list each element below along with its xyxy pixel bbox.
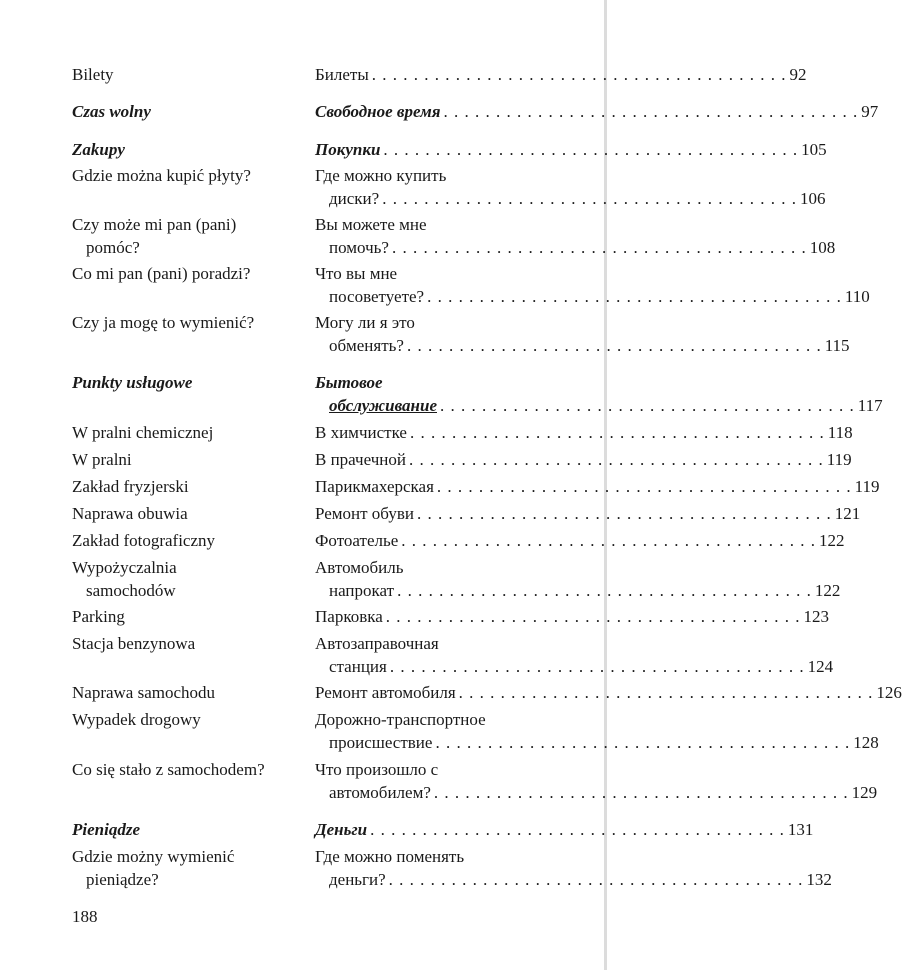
page-ref: 108 — [809, 237, 836, 257]
russian-title: Парковка . . . . . . . . . . . . . . . . . . . . . . . . . . . . . . . . . . . . . . . . 123 — [315, 606, 530, 629]
page-ref: 131 — [787, 820, 814, 839]
polish-title: Zakupy — [72, 140, 125, 159]
polish-title: Parking — [72, 607, 125, 626]
russian-title: Что вы мне посоветуете? . . . . . . . . . . . . . . . . . . . . . . . . . . . . . . . . . . . . . . . . 110 — [315, 263, 530, 308]
russian-title: Могу ли я это обменять? . . . . . . . . . . . . . . . . . . . . . . . . . . . . . . . . . . . . . . . . 115 — [315, 312, 530, 357]
page-ref: 97 — [861, 102, 879, 121]
dot-leader: . . . . . . . . . . . . . . . . . . . . . . . . . . . . . . . . . . . . . . . . — [409, 423, 825, 442]
polish-title: Bilety — [72, 65, 114, 84]
russian-title: Где можно купить диски? . . . . . . . . . . . . . . . . . . . . . . . . . . . . . . . . . . . . . . . . 106 — [315, 165, 530, 210]
page-ref: 132 — [806, 869, 832, 889]
russian-title: Покупки . . . . . . . . . . . . . . . . . . . . . . . . . . . . . . . . . . . . . . . . 105 — [315, 139, 530, 162]
page-number: 188 — [72, 907, 98, 926]
polish-title: W pralni — [72, 450, 132, 469]
polish-title: Wypożyczalnia samochodów — [72, 558, 177, 600]
dot-leader: . . . . . . . . . . . . . . . . . . . . . . . . . . . . . . . . . . . . . . . . — [416, 504, 832, 523]
polish-title: Wypadek drogowy — [72, 710, 201, 729]
page-ref: 128 — [853, 732, 879, 752]
dot-leader: . . . . . . . . . . . . . . . . . . . . . . . . . . . . . . . . . . . . . . . . — [408, 450, 824, 469]
russian-title: Свободное время . . . . . . . . . . . . . . . . . . . . . . . . . . . . . . . . . . . . . . . . 97 — [315, 101, 530, 124]
polish-title: Pieniądze — [72, 820, 140, 839]
polish-title: Zakład fotograficzny — [72, 531, 216, 550]
page-ref: 92 — [789, 65, 807, 84]
russian-title: Дорожно-транспортное происшествие . . . . . . . . . . . . . . . . . . . . . . . . . . . . . . . . . . . . . . . . 128 — [315, 709, 530, 754]
russian-title: Где можно поменять деньги? . . . . . . . . . . . . . . . . . . . . . . . . . . . . . . . . . . . . . . . . 132 — [315, 846, 530, 891]
page-ref: 110 — [844, 286, 870, 306]
polish-title: Co się stało z samochodem? — [72, 760, 265, 779]
polish-title: Gdzie możny wymienić pieniądze? — [72, 847, 235, 889]
dot-leader: . . . . . . . . . . . . . . . . . . . . . . . . . . . . . . . . . . . . . . . . — [443, 102, 859, 121]
page-ref: 126 — [876, 683, 902, 702]
dot-leader: . . . . . . . . . . . . . . . . . . . . . . . . . . . . . . . . . . . . . . . . — [371, 65, 787, 84]
page-ref: 123 — [803, 607, 830, 626]
dot-leader: . . . . . . . . . . . . . . . . . . . . . . . . . . . . . . . . . . . . . . . . — [391, 237, 807, 257]
dot-leader: . . . . . . . . . . . . . . . . . . . . . . . . . . . . . . . . . . . . . . . . — [388, 869, 804, 889]
dot-leader: . . . . . . . . . . . . . . . . . . . . . . . . . . . . . . . . . . . . . . . . — [383, 140, 799, 159]
polish-title: Czy może mi pan (pani) pomóc? — [72, 215, 237, 257]
polish-title: Naprawa obuwia — [72, 504, 188, 523]
dot-leader: . . . . . . . . . . . . . . . . . . . . . . . . . . . . . . . . . . . . . . . . — [389, 656, 805, 676]
russian-title: Бытовое обслуживание . . . . . . . . . . . . . . . . . . . . . . . . . . . . . . . . . . . . . . . . 117 — [315, 372, 530, 417]
dot-leader: . . . . . . . . . . . . . . . . . . . . . . . . . . . . . . . . . . . . . . . . — [440, 395, 855, 415]
page-ref: 122 — [819, 531, 845, 550]
russian-title: Автозаправочная станция . . . . . . . . . . . . . . . . . . . . . . . . . . . . . . . . . . . . . . . . 124 — [315, 633, 530, 678]
dot-leader: . . . . . . . . . . . . . . . . . . . . . . . . . . . . . . . . . . . . . . . . — [436, 477, 852, 496]
russian-title: Вы можете мне помочь? . . . . . . . . . . . . . . . . . . . . . . . . . . . . . . . . . . . . . . . . 108 — [315, 214, 530, 259]
dot-leader: . . . . . . . . . . . . . . . . . . . . . . . . . . . . . . . . . . . . . . . . — [382, 188, 797, 208]
dot-leader: . . . . . . . . . . . . . . . . . . . . . . . . . . . . . . . . . . . . . . . . — [370, 820, 785, 839]
dot-leader: . . . . . . . . . . . . . . . . . . . . . . . . . . . . . . . . . . . . . . . . — [435, 732, 851, 752]
russian-title: Билеты . . . . . . . . . . . . . . . . . . . . . . . . . . . . . . . . . . . . . . . . 92 — [315, 64, 530, 87]
polish-title: Gdzie można kupić płyty? — [72, 166, 251, 185]
page-ref: 117 — [857, 395, 883, 415]
polish-title: Naprawa samochodu — [72, 683, 216, 702]
polish-title: Co mi pan (pani) poradzi? — [72, 264, 251, 283]
polish-title: Zakład fryzjerski — [72, 477, 189, 496]
page-ref: 119 — [826, 450, 852, 469]
dot-leader: . . . . . . . . . . . . . . . . . . . . . . . . . . . . . . . . . . . . . . . . — [427, 286, 842, 306]
russian-title: Что произошло с автомобилем? . . . . . . . . . . . . . . . . . . . . . . . . . . . . . . . . . . . . . . . . 129 — [315, 759, 530, 804]
page-ref: 106 — [799, 188, 826, 208]
polish-title: Punkty usługowe — [72, 373, 193, 392]
dot-leader: . . . . . . . . . . . . . . . . . . . . . . . . . . . . . . . . . . . . . . . . — [397, 580, 812, 600]
dot-leader: . . . . . . . . . . . . . . . . . . . . . . . . . . . . . . . . . . . . . . . . — [406, 335, 822, 355]
dot-leader: . . . . . . . . . . . . . . . . . . . . . . . . . . . . . . . . . . . . . . . . — [433, 782, 849, 802]
russian-title: Автомобиль напрокат . . . . . . . . . . . . . . . . . . . . . . . . . . . . . . . . . . . . . . . . 122 — [315, 557, 530, 602]
page-ref: 118 — [827, 423, 853, 442]
page-ref: 121 — [834, 504, 861, 523]
dot-leader: . . . . . . . . . . . . . . . . . . . . . . . . . . . . . . . . . . . . . . . . — [458, 683, 874, 702]
page-ref: 119 — [854, 477, 880, 496]
russian-title: Деньги . . . . . . . . . . . . . . . . . . . . . . . . . . . . . . . . . . . . . . . . 131 — [315, 819, 530, 842]
russian-title: Парикмахерская . . . . . . . . . . . . . . . . . . . . . . . . . . . . . . . . . . . . . . . . 119 — [315, 476, 530, 499]
page-ref: 129 — [851, 782, 878, 802]
polish-title: Stacja benzynowa — [72, 634, 196, 653]
dot-leader: . . . . . . . . . . . . . . . . . . . . . . . . . . . . . . . . . . . . . . . . — [401, 531, 817, 550]
russian-title: Фотоателье . . . . . . . . . . . . . . . . . . . . . . . . . . . . . . . . . . . . . . . . 122 — [315, 530, 530, 553]
russian-title: В прачечной . . . . . . . . . . . . . . . . . . . . . . . . . . . . . . . . . . . . . . . . 119 — [315, 449, 530, 472]
polish-title: Czas wolny — [72, 102, 151, 121]
page-ref: 115 — [824, 335, 850, 355]
page-ref: 122 — [814, 580, 841, 600]
page-ref: 124 — [807, 656, 834, 676]
russian-title: Ремонт автомобиля . . . . . . . . . . . . . . . . . . . . . . . . . . . . . . . . . . . . . . . . 126 — [315, 682, 530, 705]
russian-title: Ремонт обуви . . . . . . . . . . . . . . . . . . . . . . . . . . . . . . . . . . . . . . . . 121 — [315, 503, 530, 526]
page-ref: 105 — [801, 140, 827, 159]
polish-title: Czy ja mogę to wymienić? — [72, 313, 255, 332]
table-of-contents — [72, 0, 902, 970]
russian-title: В химчистке . . . . . . . . . . . . . . . . . . . . . . . . . . . . . . . . . . . . . . . . 118 — [315, 422, 530, 445]
dot-leader: . . . . . . . . . . . . . . . . . . . . . . . . . . . . . . . . . . . . . . . . — [385, 607, 801, 626]
polish-title: W pralni chemicznej — [72, 423, 214, 442]
